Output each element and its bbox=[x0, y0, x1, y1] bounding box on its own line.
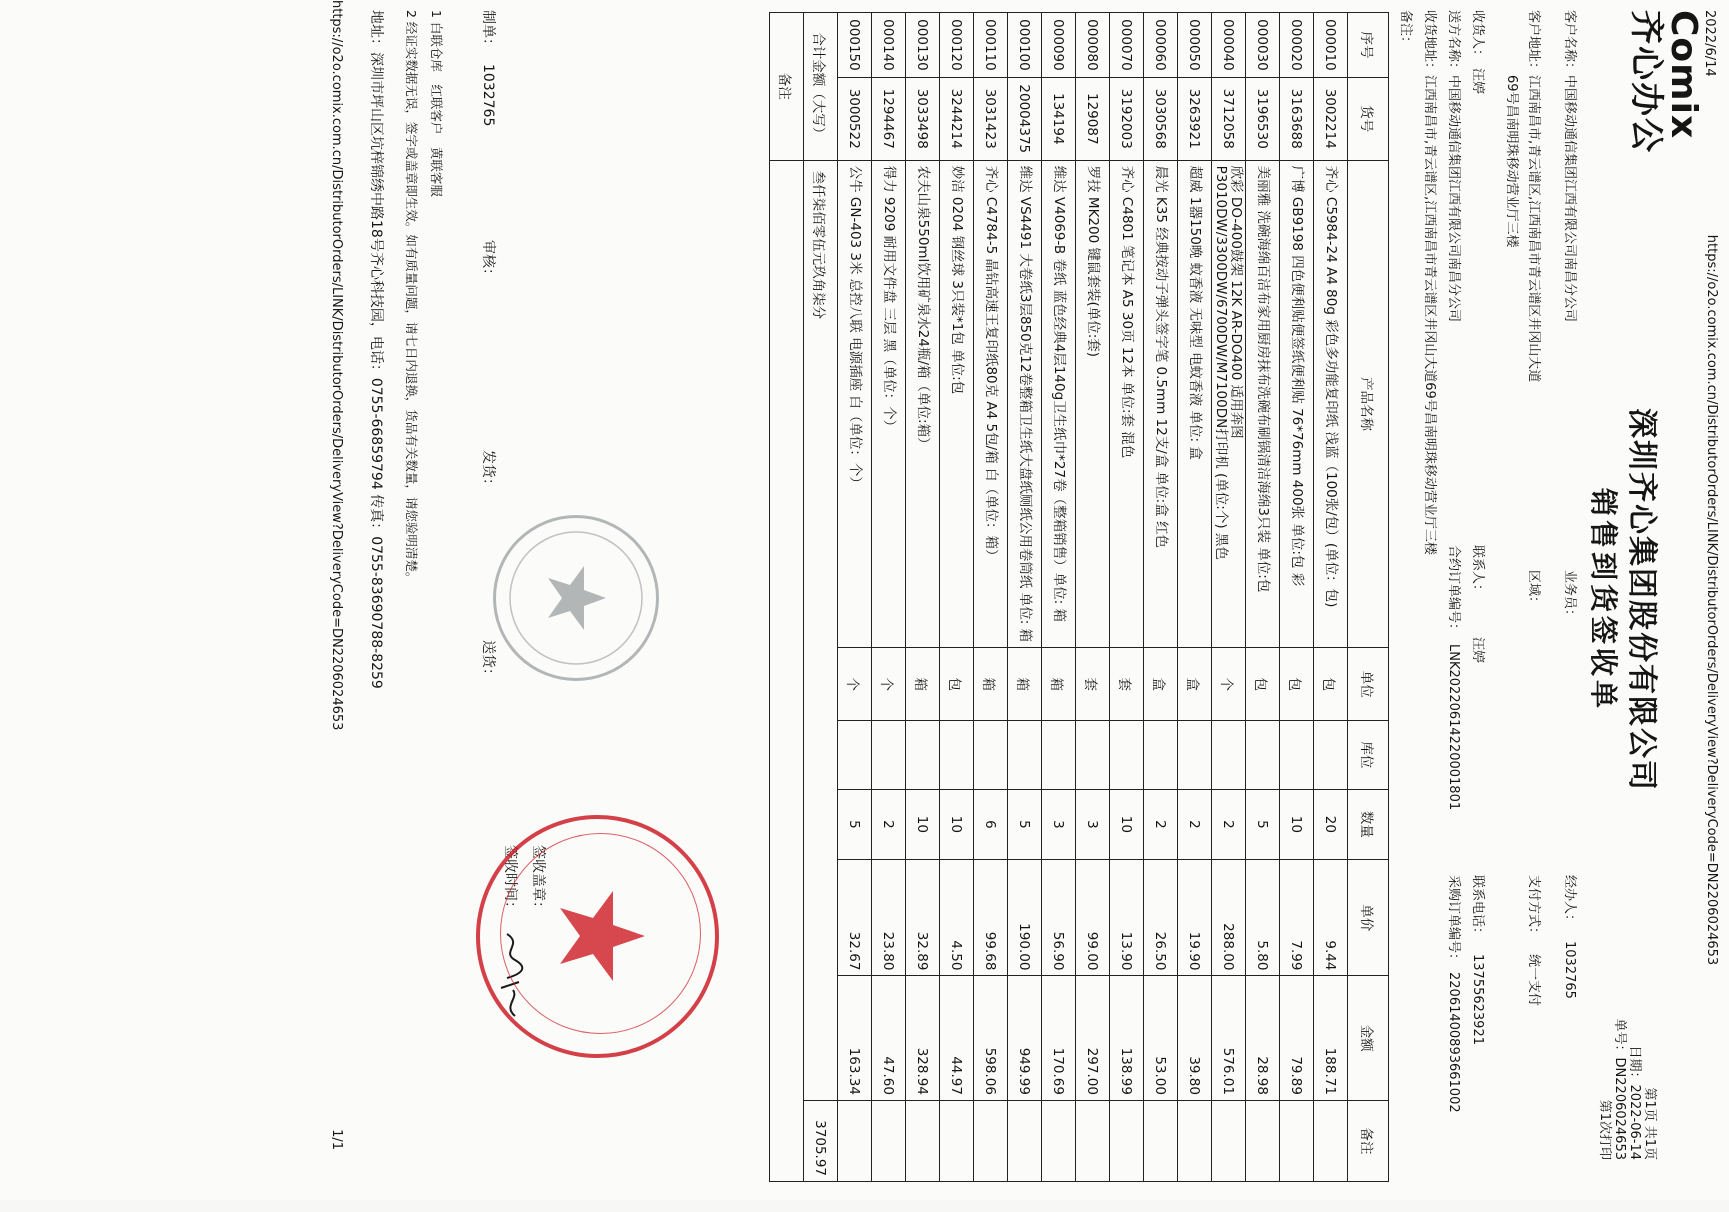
row-product-name: 超威 1器150晚 蚊香液 无味型 电蚊香液 单位: 盒 bbox=[1178, 160, 1212, 648]
row-seq: 000130 bbox=[906, 13, 940, 78]
row-product-name: 齐心 C4784-5 晶钻高速王复印纸80克 A4 5包/箱 白（单位：箱） bbox=[974, 160, 1008, 648]
purchase-label: 采购订单编号： bbox=[1446, 875, 1461, 967]
row-qty: 6 bbox=[974, 789, 1008, 860]
address-row bbox=[1526, 10, 1545, 382]
footer-notes bbox=[399, 10, 449, 584]
payment-label: 支付方式： bbox=[1526, 875, 1541, 941]
page-url-top: https://o2o.comix.com.cn/DistributorOrders/LINK/DistributorOrders/DeliveryView?DeliveryCode=DN2206024653 bbox=[1704, 234, 1719, 966]
payment: 统一支付 bbox=[1526, 954, 1541, 1007]
row-code: 3000522 bbox=[838, 77, 872, 160]
footer-note-1: 1 白联仓库 红联客户 黄联客服 bbox=[429, 10, 444, 197]
sender-row bbox=[1446, 10, 1465, 322]
row-unit: 箱 bbox=[1042, 648, 1076, 721]
company-name: 深圳齐心集团股份有限公司 bbox=[1624, 408, 1659, 792]
row-seq: 000060 bbox=[1144, 13, 1178, 78]
row-amount: 576.01 bbox=[1212, 976, 1246, 1101]
phone-label: 联系电话： bbox=[1470, 875, 1485, 941]
table-header-row bbox=[1348, 13, 1389, 1182]
items-table bbox=[769, 12, 1389, 1182]
row-unit: 包 bbox=[940, 648, 974, 721]
row-unit: 套 bbox=[1076, 648, 1110, 721]
row-price: 7.99 bbox=[1280, 860, 1314, 976]
page-count: 第1页 共1页 bbox=[1642, 1087, 1657, 1160]
sender: 中国移动通信集团江西有限公司南昌分公司 bbox=[1446, 75, 1461, 323]
header-code: 货号 bbox=[1348, 77, 1389, 160]
row-seq: 000040 bbox=[1212, 13, 1246, 78]
row-code: 3263921 bbox=[1178, 77, 1212, 160]
row-note bbox=[1178, 1100, 1212, 1181]
salesperson-label: 业务员： bbox=[1562, 570, 1577, 623]
row-unit: 箱 bbox=[1008, 648, 1042, 721]
ship-address-label: 收货地址： bbox=[1422, 10, 1437, 76]
row-qty: 5 bbox=[1008, 789, 1042, 860]
table-row bbox=[1008, 13, 1042, 1182]
row-seq: 000070 bbox=[1110, 13, 1144, 78]
row-note bbox=[940, 1100, 974, 1181]
customer-name-label: 客户名称： bbox=[1562, 10, 1577, 76]
table-row bbox=[1144, 13, 1178, 1182]
remark-label: 备注： bbox=[1398, 10, 1413, 50]
row-qty: 2 bbox=[1178, 789, 1212, 860]
row-product-name: 维达 V4069-B 卷纸 蓝色经典4层140g卫生纸巾*27卷（整箱销售）单位: 箱 bbox=[1042, 160, 1076, 648]
row-price: 190.00 bbox=[1008, 860, 1042, 976]
print-date: 2022/6/14 bbox=[1702, 10, 1717, 77]
row-seq: 000150 bbox=[838, 13, 872, 78]
row-note bbox=[906, 1100, 940, 1181]
receipt-signature-label: 签收盖章： bbox=[530, 845, 546, 915]
contact: 汪婷 bbox=[1470, 637, 1485, 664]
row-price: 9.44 bbox=[1314, 860, 1348, 976]
row-note bbox=[1280, 1100, 1314, 1181]
row-note bbox=[1076, 1100, 1110, 1181]
header-product: 产品名称 bbox=[1348, 160, 1389, 648]
region-label: 区域： bbox=[1526, 570, 1541, 610]
page-fraction: 1/1 bbox=[329, 1129, 344, 1150]
table-remark-label: 备注 bbox=[770, 13, 804, 161]
table-row bbox=[1178, 13, 1212, 1182]
row-code: 3030568 bbox=[1144, 77, 1178, 160]
phone: 13755623921 bbox=[1470, 954, 1485, 1045]
row-code: 3196530 bbox=[1246, 77, 1280, 160]
header-seq: 序号 bbox=[1348, 13, 1389, 78]
customer-name-row bbox=[1562, 10, 1581, 322]
row-unit: 个 bbox=[838, 648, 872, 721]
row-qty: 2 bbox=[1212, 789, 1246, 860]
row-amount: 188.71 bbox=[1314, 976, 1348, 1101]
row-code: 3163688 bbox=[1280, 77, 1314, 160]
row-amount: 44.97 bbox=[940, 976, 974, 1101]
header-unit: 单位 bbox=[1348, 648, 1389, 721]
row-amount: 297.00 bbox=[1076, 976, 1110, 1101]
row-location bbox=[872, 721, 906, 790]
row-product-name: 罗技 MK200 键鼠套装(单位:套) bbox=[1076, 160, 1110, 648]
row-qty: 2 bbox=[1144, 789, 1178, 860]
phone-row bbox=[1470, 875, 1489, 1045]
table-row bbox=[872, 13, 906, 1182]
row-code: 134194 bbox=[1042, 77, 1076, 160]
total-label: 合计金额（大写） bbox=[804, 13, 838, 161]
row-code: 1294467 bbox=[872, 77, 906, 160]
row-price: 288.00 bbox=[1212, 860, 1246, 976]
row-qty: 5 bbox=[1246, 789, 1280, 860]
row-price: 99.68 bbox=[974, 860, 1008, 976]
row-note bbox=[872, 1100, 906, 1181]
row-amount: 163.34 bbox=[838, 976, 872, 1101]
items-body bbox=[838, 13, 1348, 1182]
header-qty: 数量 bbox=[1348, 789, 1389, 860]
purchase-row bbox=[1446, 875, 1465, 1113]
row-unit: 盒 bbox=[1178, 648, 1212, 721]
row-amount: 39.80 bbox=[1178, 976, 1212, 1101]
row-qty: 3 bbox=[1042, 789, 1076, 860]
table-row bbox=[1246, 13, 1280, 1182]
row-unit: 箱 bbox=[906, 648, 940, 721]
row-seq: 000020 bbox=[1280, 13, 1314, 78]
row-amount: 170.69 bbox=[1042, 976, 1076, 1101]
row-unit: 箱 bbox=[974, 648, 1008, 721]
row-unit: 盒 bbox=[1144, 648, 1178, 721]
row-product-name: 农夫山泉550ml饮用矿泉水24瓶/箱（单位:箱） bbox=[906, 160, 940, 648]
row-price: 19.90 bbox=[1178, 860, 1212, 976]
row-qty: 3 bbox=[1076, 789, 1110, 860]
row-location bbox=[1144, 721, 1178, 790]
row-location bbox=[1178, 721, 1212, 790]
row-seq: 000140 bbox=[872, 13, 906, 78]
header-note: 备注 bbox=[1348, 1100, 1389, 1181]
row-location bbox=[1042, 721, 1076, 790]
row-note bbox=[1042, 1100, 1076, 1181]
row-unit: 个 bbox=[872, 648, 906, 721]
row-location bbox=[1076, 721, 1110, 790]
row-note bbox=[1110, 1100, 1144, 1181]
table-row bbox=[1280, 13, 1314, 1182]
row-seq: 000080 bbox=[1076, 13, 1110, 78]
document-meta bbox=[1597, 1019, 1657, 1160]
address-line2: 69号昌南明珠移动营业厅三楼 bbox=[1504, 75, 1519, 248]
logo-en: Comix bbox=[1663, 10, 1704, 140]
preparer-label: 制单： bbox=[480, 10, 496, 52]
ship-address-row bbox=[1422, 10, 1441, 555]
total-row bbox=[804, 13, 838, 1182]
row-amount: 79.89 bbox=[1280, 976, 1314, 1101]
row-qty: 10 bbox=[906, 789, 940, 860]
receipt-time-label: 签收时间： bbox=[502, 845, 518, 915]
row-qty: 10 bbox=[940, 789, 974, 860]
row-note bbox=[838, 1100, 872, 1181]
ship-address: 江西南昌市,青云谱区,江西南昌市青云谱区井冈山大道69号昌南明珠移动营业厅三楼 bbox=[1422, 75, 1437, 555]
receiver-row bbox=[1470, 10, 1489, 94]
row-note bbox=[1212, 1100, 1246, 1181]
row-unit: 套 bbox=[1110, 648, 1144, 721]
row-product-name: 维达 VS4491 大卷纸3层850克12卷整箱卫生纸大盘纸厕纸公用卷筒纸 单位: 箱 bbox=[1008, 160, 1042, 648]
row-code: 3712058 bbox=[1212, 77, 1246, 160]
row-amount: 53.00 bbox=[1144, 976, 1178, 1101]
row-price: 13.90 bbox=[1110, 860, 1144, 976]
row-code: 20004375 bbox=[1008, 77, 1042, 160]
contact-row bbox=[1470, 545, 1489, 663]
row-code: 3033498 bbox=[906, 77, 940, 160]
row-price: 5.80 bbox=[1246, 860, 1280, 976]
address-line1: 江西南昌市,青云谱区,江西南昌市青云谱区井冈山大道 bbox=[1526, 75, 1541, 383]
document-date: 日期：2022-06-14 bbox=[1627, 1045, 1642, 1160]
row-qty: 10 bbox=[1280, 789, 1314, 860]
total-amount: 3705.97 bbox=[804, 1100, 838, 1181]
sender-label: 送方名称： bbox=[1446, 10, 1461, 76]
row-code: 3002214 bbox=[1314, 77, 1348, 160]
row-location bbox=[1246, 721, 1280, 790]
order-number: 单号：DN2206024653 bbox=[1612, 1018, 1627, 1160]
table-row bbox=[1076, 13, 1110, 1182]
print-count: 第1次打印 bbox=[1597, 1099, 1612, 1160]
row-product-name: 广博 GB9198 四色便利贴便签纸便利贴 76*76mm 400张 单位:包 彩 bbox=[1280, 160, 1314, 648]
header-price: 单价 bbox=[1348, 860, 1389, 976]
table-row bbox=[940, 13, 974, 1182]
red-company-seal bbox=[476, 815, 719, 1058]
row-note bbox=[1008, 1100, 1042, 1181]
table-row bbox=[838, 13, 872, 1182]
receiver: 汪婷 bbox=[1470, 68, 1485, 95]
row-amount: 47.60 bbox=[872, 976, 906, 1101]
page-title: 销售到货签收单 bbox=[1587, 487, 1620, 712]
row-location bbox=[1212, 721, 1246, 790]
address-label: 客户地址： bbox=[1526, 10, 1541, 76]
row-qty: 5 bbox=[838, 789, 872, 860]
table-row bbox=[1212, 13, 1246, 1182]
row-seq: 000030 bbox=[1246, 13, 1280, 78]
remark-row bbox=[770, 13, 804, 1182]
row-product-name: 妙洁 0204 钢丝球 3只装*1包 单位:包 bbox=[940, 160, 974, 648]
row-note bbox=[1314, 1100, 1348, 1181]
row-seq: 000110 bbox=[974, 13, 1008, 78]
row-note bbox=[1144, 1100, 1178, 1181]
row-location bbox=[1008, 721, 1042, 790]
row-seq: 000050 bbox=[1178, 13, 1212, 78]
purchase-number: 22061400893661002 bbox=[1446, 972, 1461, 1113]
row-code: 129087 bbox=[1076, 77, 1110, 160]
row-code: 3031423 bbox=[974, 77, 1008, 160]
row-unit: 个 bbox=[1212, 648, 1246, 721]
row-product-name: 美丽雅 洗碗海绵百洁布家用厨房抹布洗碗布刷锅清洁海绵3只装 单位:包 bbox=[1246, 160, 1280, 648]
row-product-name: 齐心 C5984-24 A4 80g 彩色多功能复印纸 浅蓝（100张/包）(单位：包) bbox=[1314, 160, 1348, 648]
row-unit: 包 bbox=[1280, 648, 1314, 721]
row-amount: 138.99 bbox=[1110, 976, 1144, 1101]
handler: 1032765 bbox=[1562, 941, 1577, 999]
row-location bbox=[906, 721, 940, 790]
row-location bbox=[838, 721, 872, 790]
row-unit: 包 bbox=[1314, 648, 1348, 721]
handler-row bbox=[1562, 875, 1581, 999]
row-note bbox=[1246, 1100, 1280, 1181]
row-price: 32.67 bbox=[838, 860, 872, 976]
footer-note-2: 2 经证实数据无误，签字或盖章即生效。如有质量问题，请七日内退换，货品有关数量，请您验明清楚。 bbox=[404, 10, 419, 585]
row-price: 26.50 bbox=[1144, 860, 1178, 976]
row-amount: 949.99 bbox=[1008, 976, 1042, 1101]
row-price: 32.89 bbox=[906, 860, 940, 976]
row-product-name: 晨光 K35 经典按动子弹头签字笔 0.5mm 12支/盒 单位:盒 红色 bbox=[1144, 160, 1178, 648]
table-row bbox=[1110, 13, 1144, 1182]
contact-label: 联系人： bbox=[1470, 545, 1485, 598]
row-location bbox=[974, 721, 1008, 790]
row-amount: 28.98 bbox=[1246, 976, 1280, 1101]
preparer-row bbox=[479, 10, 499, 126]
logo-cn: 齐心办公 bbox=[1626, 10, 1666, 154]
row-product-name: 公牛 GN-403 3米 总控八联 电源插座 白（单位：个） bbox=[838, 160, 872, 648]
gray-seal-star-icon bbox=[496, 518, 656, 678]
ship-label: 发货： bbox=[480, 450, 496, 492]
footer-address: 地址：深圳市坪山区坑梓锦绣中路18号齐心科技园，电话：0755-66859794 传真：0755-83690788-8259 bbox=[368, 10, 384, 689]
header-location: 库位 bbox=[1348, 721, 1389, 790]
review-label: 审核： bbox=[480, 240, 496, 282]
seal-star-icon bbox=[480, 819, 715, 1054]
row-seq: 000010 bbox=[1314, 13, 1348, 78]
customer-name: 中国移动通信集团江西有限公司南昌分公司 bbox=[1562, 75, 1577, 323]
row-code: 3244214 bbox=[940, 77, 974, 160]
row-qty: 10 bbox=[1110, 789, 1144, 860]
row-price: 99.00 bbox=[1076, 860, 1110, 976]
row-location bbox=[940, 721, 974, 790]
payment-row bbox=[1526, 875, 1545, 1006]
row-unit: 包 bbox=[1246, 648, 1280, 721]
table-row bbox=[974, 13, 1008, 1182]
row-location bbox=[1280, 721, 1314, 790]
row-seq: 000090 bbox=[1042, 13, 1076, 78]
contract-number: LNK20220614220001801 bbox=[1446, 644, 1461, 811]
receiver-label: 收货人： bbox=[1470, 10, 1485, 63]
row-amount: 598.06 bbox=[974, 976, 1008, 1101]
header-amount: 金额 bbox=[1348, 976, 1389, 1101]
row-product-name: 欣彩 DO-400鼓架 12K AR-DO400 适用奔图P3010DW/3300DW/6700DW/M7100DN打印机 (单位:个) 黑色 bbox=[1212, 160, 1246, 648]
page-url-bottom: https://o2o.comix.com.cn/DistributorOrders/LINK/DistributorOrders/DeliveryView?DeliveryCode=DN2206024653 bbox=[329, 0, 344, 731]
salesperson-row bbox=[1562, 570, 1581, 622]
row-seq: 000100 bbox=[1008, 13, 1042, 78]
contract-row bbox=[1446, 545, 1465, 810]
row-price: 23.80 bbox=[872, 860, 906, 976]
row-qty: 2 bbox=[872, 789, 906, 860]
deliver-label: 送货： bbox=[480, 640, 496, 682]
row-qty: 20 bbox=[1314, 789, 1348, 860]
row-note bbox=[974, 1100, 1008, 1181]
row-location bbox=[1110, 721, 1144, 790]
row-price: 56.90 bbox=[1042, 860, 1076, 976]
gray-delivery-seal bbox=[493, 515, 659, 681]
row-location bbox=[1314, 721, 1348, 790]
contract-label: 合约订单编号： bbox=[1446, 545, 1461, 637]
row-amount: 328.94 bbox=[906, 976, 940, 1101]
table-remark-value bbox=[770, 160, 804, 1181]
table-row bbox=[906, 13, 940, 1182]
row-product-name: 齐心 C4801 笔记本 A5 30页 12本 单位:套 混色 bbox=[1110, 160, 1144, 648]
table-row bbox=[1042, 13, 1076, 1182]
row-seq: 000120 bbox=[940, 13, 974, 78]
row-code: 3192003 bbox=[1110, 77, 1144, 160]
preparer: 1032765 bbox=[480, 64, 496, 127]
row-price: 4.50 bbox=[940, 860, 974, 976]
total-in-words: 叁仟柒佰零伍元玖角柒分 bbox=[804, 160, 838, 1100]
table-row bbox=[1314, 13, 1348, 1182]
region-row bbox=[1526, 570, 1545, 609]
handler-label: 经办人： bbox=[1562, 875, 1577, 928]
row-product-name: 得力 9209 耐用文件盘 三层 黑（单位：个） bbox=[872, 160, 906, 648]
